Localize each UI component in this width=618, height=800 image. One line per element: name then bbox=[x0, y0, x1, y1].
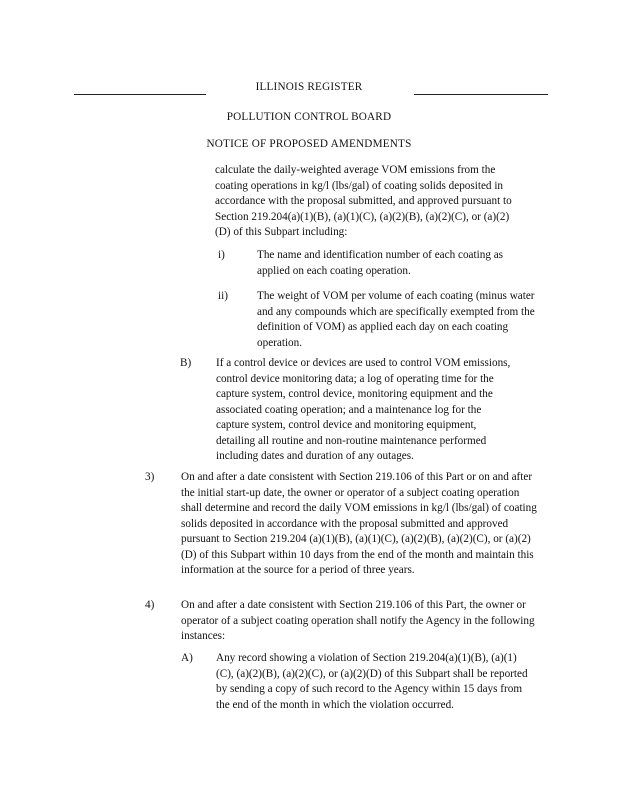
item-B-label: B) bbox=[180, 357, 192, 369]
item-3-label: 3) bbox=[145, 471, 155, 483]
register-title: ILLINOIS REGISTER bbox=[255, 81, 363, 93]
notice-title: NOTICE OF PROPOSED AMENDMENTS bbox=[206, 138, 412, 150]
item-ii-label: ii) bbox=[218, 290, 228, 302]
item-i-text: The name and identification number of each coating as applied on each coating operation. bbox=[257, 249, 504, 277]
intro-paragraph: calculate the daily-weighted average VOM emissions from the coating operations in kg/l (lbs/gal) of coating solids deposited in accordance with the proposal submitted, and approved pursuant to Section 219.204(a)(1)(B), (a)(1)(C), (a)(2)(B), (a)(2)(C), or (a)(2)(D) of this Subpart including: bbox=[215, 164, 512, 238]
agency-title: POLLUTION CONTROL BOARD bbox=[226, 111, 392, 123]
item-3-text: On and after a date consistent with Section 219.106 of this Part or on and after the initial start-up date, the owner or operator of a subject coating operation shall determine and record the daily VOM emissions in kg/l (lbs/gal) of coating solids deposited in accordance with the proposal submitted and approved pursuant to Section 219.204 (a)(1)(B), (a)(1)(C), (a)(2)(B), (a)(2)(C), or (a)(2)(D) of this Subpart within 10 days from the end of the month and maintain this information at the source for a period of three years. bbox=[181, 471, 537, 576]
item-4-text: On and after a date consistent with Section 219.106 of this Part, the owner or operator of a subject coating operation shall notify the Agency in the following instances: bbox=[181, 599, 535, 642]
item-B-text: If a control device or devices are used to control VOM emissions, control device monitoring data; a log of operating time for the capture system, control device, monitoring equipment and the associated coating operation; and a maintenance log for the capture system, control device and monitoring equipment, detailing all routine and non-routine maintenance performed including dates and duration of any outages. bbox=[216, 357, 511, 462]
item-4-label: 4) bbox=[145, 599, 155, 611]
item-4A-text: Any record showing a violation of Section 219.204(a)(1)(B), (a)(1)(C), (a)(2)(B), (a)(2)(C), or (a)(2)(D) of this Subpart shall be reported by sending a copy of such record to the Agency within 15 days from the end of the month in which the violation occurred. bbox=[216, 652, 528, 711]
item-ii-text: The weight of VOM per volume of each coating (minus water and any compounds which are specifically exempted from the definition of VOM) as applied each day on each coating operation. bbox=[257, 290, 535, 349]
item-4A-label: A) bbox=[181, 652, 193, 664]
item-i-label: i) bbox=[218, 249, 225, 261]
